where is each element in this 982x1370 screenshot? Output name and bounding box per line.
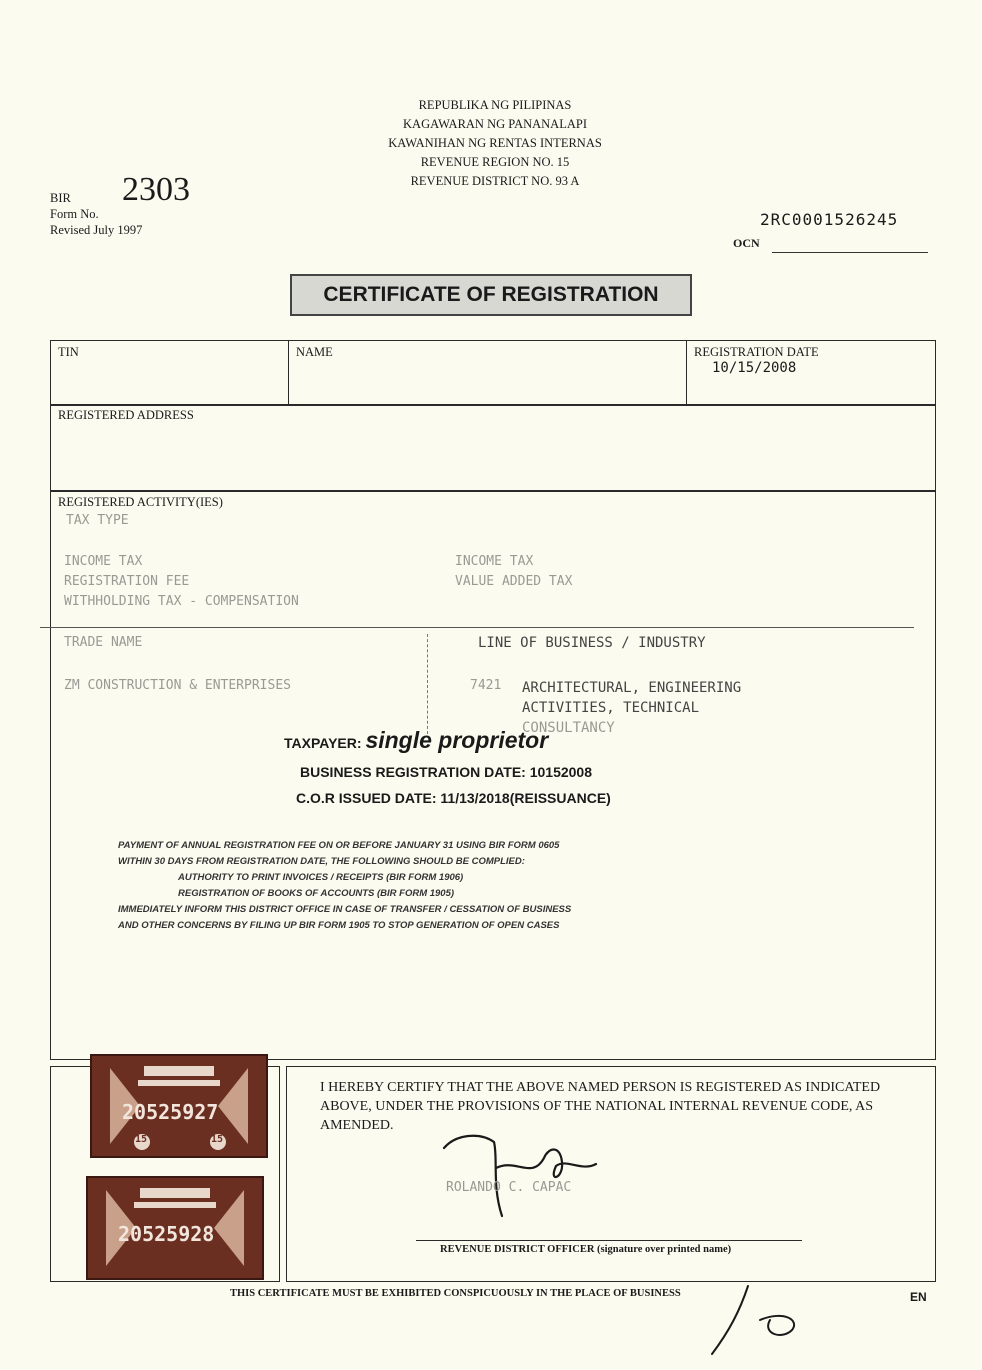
note-line: AND OTHER CONCERNS BY FILING UP BIR FORM 1905 TO STOP GENERATION OF OPEN CASES <box>118 920 560 931</box>
exhibit-notice: THIS CERTIFICATE MUST BE EXHIBITED CONSPICUOUSLY IN THE PLACE OF BUSINESS <box>230 1288 681 1299</box>
business-registration-date: BUSINESS REGISTRATION DATE: 10152008 <box>300 764 593 780</box>
business-line: ACTIVITIES, TECHNICAL <box>522 700 700 716</box>
ocn-label: OCN <box>733 236 760 250</box>
agency-header <box>300 96 690 191</box>
note-line: IMMEDIATELY INFORM THIS DISTRICT OFFICE IN CASE OF TRANSFER / CESSATION OF BUSINESS <box>118 904 572 915</box>
form-no-label: Form No. <box>50 207 99 221</box>
header-line: KAGAWARAN NG PANANALAPI <box>403 117 587 131</box>
trade-name-value: ZM CONSTRUCTION & ENTERPRISES <box>64 678 291 693</box>
header-line: REPUBLIKA NG PILIPINAS <box>418 98 572 112</box>
registration-notes <box>118 838 718 934</box>
tax-type-list-left <box>64 552 299 612</box>
cor-issued-date: C.O.R ISSUED DATE: 11/13/2018(REISSUANCE) <box>296 790 611 806</box>
ocn-value: 2RC0001526245 <box>760 210 899 229</box>
registered-address-label: REGISTERED ADDRESS <box>58 408 194 422</box>
taxpayer-label: TAXPAYER: <box>284 735 362 751</box>
registration-date-value: 10/15/2008 <box>712 360 797 376</box>
registered-activities-label: REGISTERED ACTIVITY(IES) <box>58 495 223 509</box>
trade-name-header: TRADE NAME <box>64 635 143 650</box>
divider <box>288 340 289 406</box>
note-line: PAYMENT OF ANNUAL REGISTRATION FEE ON OR BEFORE JANUARY 31 USING BIR FORM 0605 <box>118 840 560 851</box>
tax-type-item: INCOME TAX <box>64 554 143 569</box>
divider <box>686 340 687 406</box>
form-number-block <box>50 171 190 238</box>
revised-label: Revised July 1997 <box>50 223 143 237</box>
tax-type-item: REGISTRATION FEE <box>64 574 190 589</box>
note-line: WITHIN 30 DAYS FROM REGISTRATION DATE, THE FOLLOWING SHOULD BE COMPLIED: <box>118 856 525 867</box>
business-line: CONSULTANCY <box>522 720 615 736</box>
initials-mark-icon <box>700 1280 810 1360</box>
divider <box>427 634 428 734</box>
stamp-serial: 20525927 <box>122 1100 219 1124</box>
signature-line <box>416 1240 802 1241</box>
taxpayer-type: single proprietor <box>365 727 549 753</box>
tax-type-item: INCOME TAX <box>455 554 534 569</box>
bir-label: BIR <box>50 191 71 205</box>
business-lines <box>522 678 741 738</box>
registration-date-label: REGISTRATION DATE <box>694 345 819 359</box>
tax-type-header: TAX TYPE <box>66 513 129 528</box>
header-line: REVENUE REGION NO. 15 <box>420 155 570 169</box>
form-number: 2303 <box>122 171 190 208</box>
header-line: KAWANIHAN NG RENTAS INTERNAS <box>388 136 602 150</box>
certificate-title: CERTIFICATE OF REGISTRATION <box>290 274 692 316</box>
stamp-denomination: 15 <box>211 1134 224 1145</box>
tin-label: TIN <box>58 345 79 359</box>
business-code: 7421 <box>470 678 502 693</box>
header-line: REVENUE DISTRICT NO. 93 A <box>410 174 580 188</box>
officer-signature-icon <box>436 1128 606 1224</box>
language-code: EN <box>910 1290 927 1304</box>
name-label: NAME <box>296 345 333 359</box>
line-of-business-header: LINE OF BUSINESS / INDUSTRY <box>478 635 706 651</box>
documentary-stamp <box>90 1054 268 1158</box>
business-line: ARCHITECTURAL, ENGINEERING <box>522 680 742 696</box>
note-line: REGISTRATION OF BOOKS OF ACCOUNTS (BIR FORM 1905) <box>178 888 455 899</box>
divider <box>40 627 914 628</box>
tax-type-item: WITHHOLDING TAX - COMPENSATION <box>64 594 299 609</box>
certification-text: I HEREBY CERTIFY THAT THE ABOVE NAMED PERSON IS REGISTERED AS INDICATED ABOVE, UNDER THE PROVISIONS OF THE NATIONAL INTERNAL REVENUE CODE, AS AMENDED. <box>320 1080 881 1133</box>
tax-type-list-right <box>455 552 572 592</box>
stamp-denomination: 15 <box>135 1134 148 1145</box>
note-line: AUTHORITY TO PRINT INVOICES / RECEIPTS (BIR FORM 1906) <box>178 872 464 883</box>
officer-name: ROLANDO C. CAPAC <box>446 1180 572 1195</box>
documentary-stamp <box>86 1176 264 1280</box>
taxpayer-line <box>284 727 548 754</box>
stamp-serial: 20525928 <box>118 1222 215 1246</box>
officer-label: REVENUE DISTRICT OFFICER (signature over printed name) <box>440 1244 732 1255</box>
ocn-underline <box>772 252 928 253</box>
tax-type-item: VALUE ADDED TAX <box>455 574 573 589</box>
